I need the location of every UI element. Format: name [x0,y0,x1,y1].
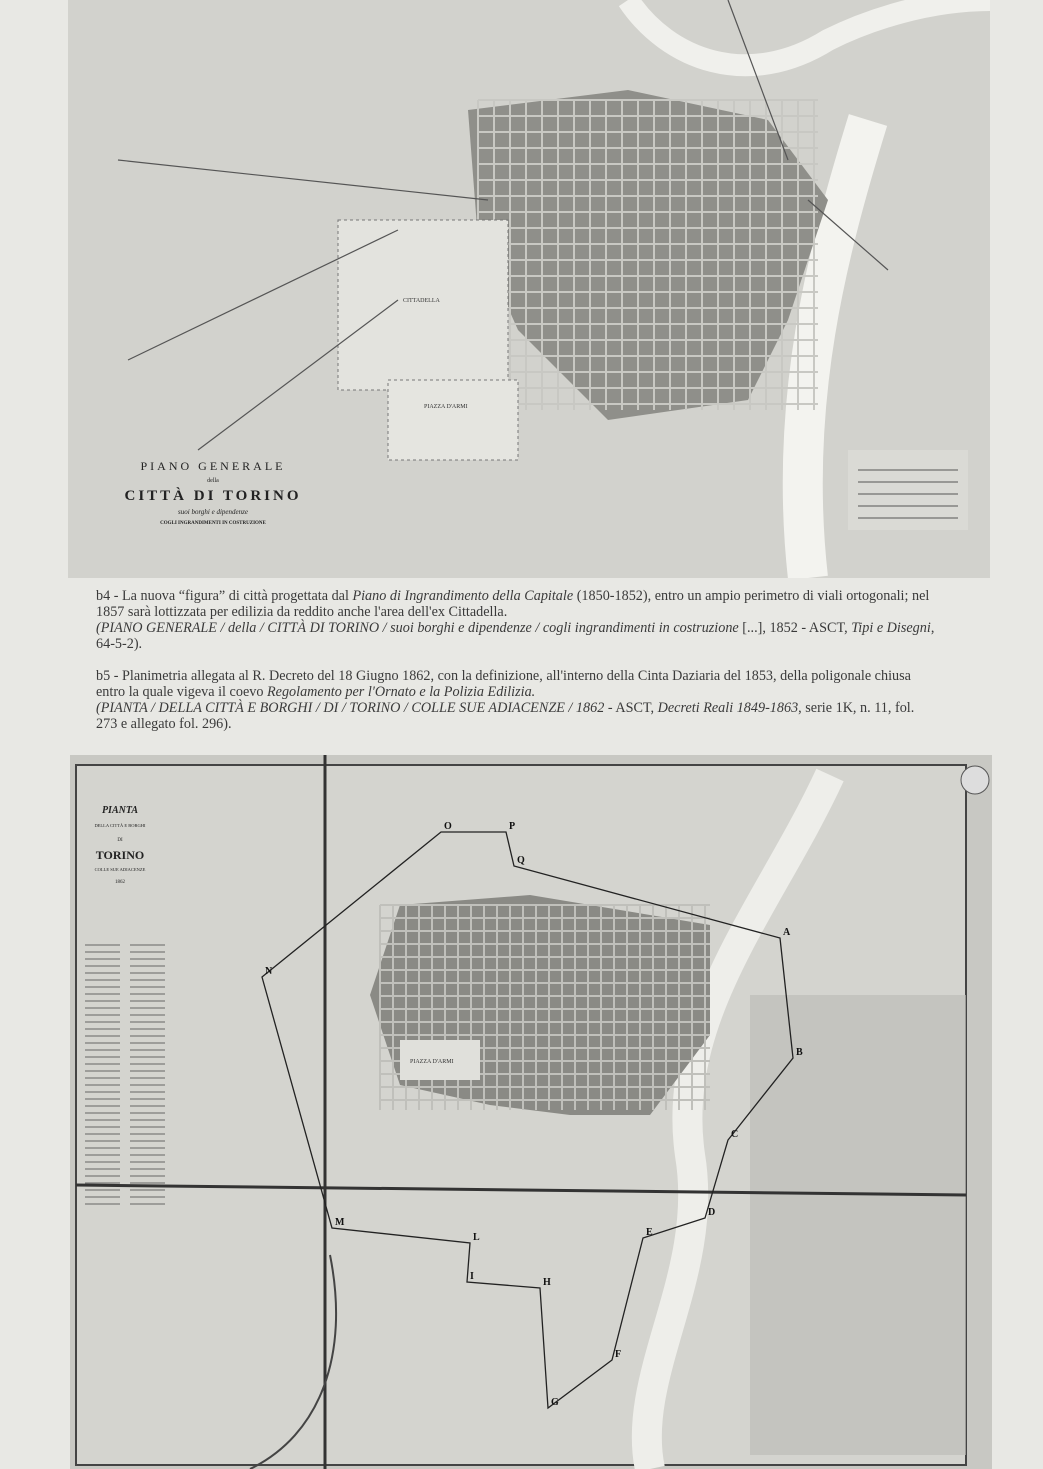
polygon-vertex-label: C [731,1129,739,1140]
polygon-vertex-label: P [509,821,516,832]
polygon-vertex-label: N [265,966,273,977]
map-pianta-1862 [70,755,992,1469]
archive-stamp [961,766,989,794]
caption-b4: b4 - La nuova “figura” di città progettata dal Piano di Ingrandimento della Capitale (1850-1852), entro un ampio perimetro di viali ortogonali; nel 1857 sarà lottizzata per edilizia da reddito anche l'area dell'ex Cittadella. (PIANO GENERALE / della / CITTÀ DI TORINO / suoi borghi e dipendenze / cogli ingrandimenti in costruzione [...], 1852 - ASCT, Tipi e Disegni, 64-5-2). [96,588,935,652]
label-cittadella: CITTADELLA [403,298,440,304]
polygon-vertex-label: G [551,1397,559,1408]
polygon-vertex-label: O [444,821,452,832]
svg-text:della: della [207,478,219,484]
svg-text:PIANO GENERALE: PIANO GENERALE [140,459,286,473]
polygon-vertex-label: L [473,1232,480,1243]
polygon-vertex-label: B [796,1047,803,1058]
cittadella-area [338,220,508,390]
svg-text:COLLE SUE ADIACENZE: COLLE SUE ADIACENZE [94,867,146,872]
polygon-vertex-label: Q [517,855,525,866]
label-piazza-armi: PIAZZA D'ARMI [424,404,468,410]
svg-text:TORINO: TORINO [95,848,145,862]
map-legend [848,450,968,530]
polygon-vertex-label: H [543,1277,551,1288]
map-drawing [70,755,992,1469]
caption-label: b5 [96,668,111,684]
caption-b5: b5 - Planimetria allegata al R. Decreto del 18 Giugno 1862, con la definizione, all'interno della Cinta Daziaria del 1853, della poligonale chiusa entro la quale vigeva il coevo Regolamento per l'Ornato e la Polizia Edilizia. (PIANTA / DELLA CITTÀ E BORGHI / DI / TORINO / COLLE SUE ADIACENZE / 1862 - ASCT, Decreti Reali 1849-1863, serie 1K, n. 11, fol. 273 e allegato fol. 296). [96,668,915,732]
polygon-vertex-label: A [783,927,791,938]
svg-text:DELLA CITTÀ E BORGHI: DELLA CITTÀ E BORGHI [94,823,146,828]
svg-text:CITTÀ DI TORINO: CITTÀ DI TORINO [124,488,302,504]
svg-text:PIANTA: PIANTA [101,805,139,816]
map-piano-generale-1852 [68,0,990,578]
polygon-vertex-label: D [708,1207,716,1218]
piazza-armi-area [388,380,518,460]
polygon-vertex-label: M [335,1217,345,1228]
polygon-vertex-label: F [615,1349,622,1360]
svg-text:DI: DI [117,838,123,843]
svg-text:COGLI INGRANDIMENTI IN COSTRUZ: COGLI INGRANDIMENTI IN COSTRUZIONE [160,521,266,526]
caption-label: b4 [96,588,111,604]
svg-text:suoi borghi e dipendenze: suoi borghi e dipendenze [178,508,248,516]
city-centre [370,895,710,1115]
label-piazza-armi: PIAZZA D'ARMI [410,1059,454,1065]
polygon-vertex-label: I [470,1271,474,1282]
svg-text:1862: 1862 [115,880,125,885]
map-drawing [68,0,990,578]
hills [750,995,966,1455]
polygon-vertex-label: E [646,1227,653,1238]
